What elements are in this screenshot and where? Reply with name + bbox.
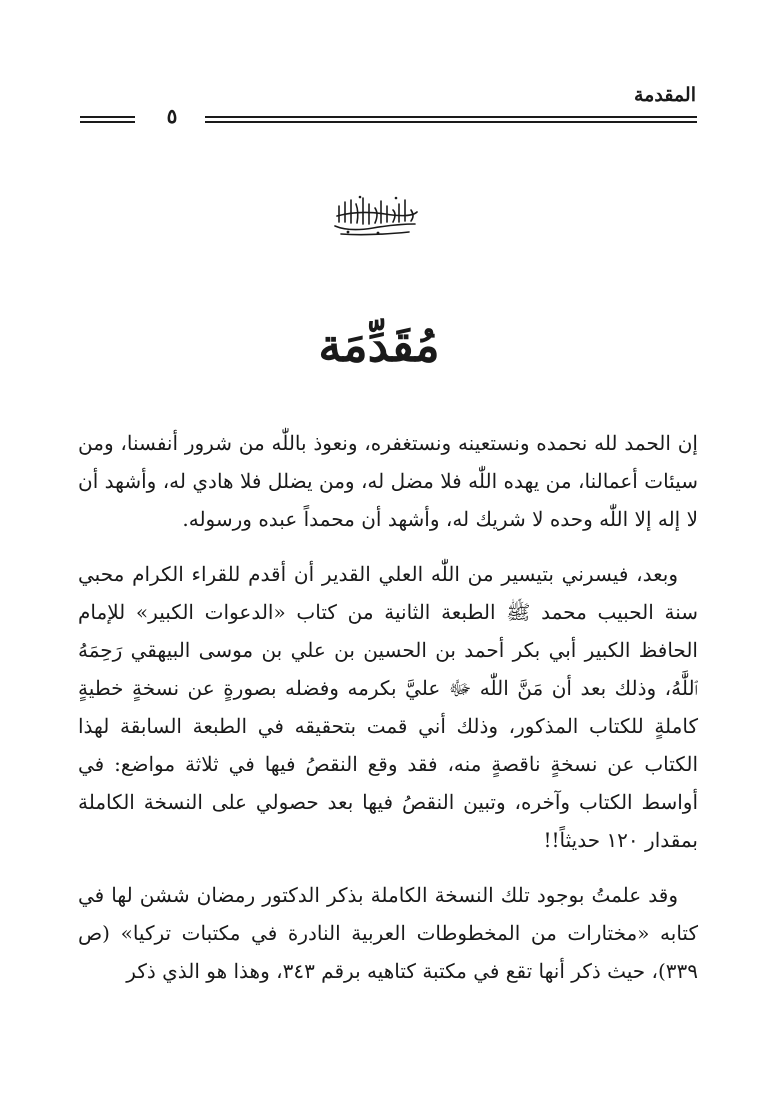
running-title: المقدمة xyxy=(633,84,696,106)
body-text xyxy=(78,424,698,990)
chapter-title: مُقَدِّمَة xyxy=(318,318,440,372)
paragraph: وبعد، فيسرني بتيسير من اللّٰه العلي القدير أن أقدم للقراء الكرام محبي سنة الحبيب محمد ﷺ الطبعة الثانية من كتاب «الدعوات الكبير» للإمام الحافظ الكبير أبي بكر أحمد بن الحسين بن علي بن موسى البيهقي رَحِمَهُ ٱللَّٰهُ، وذلك بعد أن مَنَّ اللّٰه ﷻ عليَّ بكرمه وفضله بصورةٍ عن نسخةٍ خطيةٍ كاملةٍ للكتاب المذكور، وذلك أني قمت بتحقيقه في الطبعة السابقة لهذا الكتاب عن نسخةٍ ناقصةٍ منه، فقد وقع النقصُ فيها في ثلاثة مواضع: في أواسط الكتاب وآخره، وتبين النقصُ فيها بعد حصولي على النسخة الكاملة بمقدار ١٢٠ حديثاً!! xyxy=(78,562,698,852)
header-rule xyxy=(205,116,697,123)
header-rule-short xyxy=(80,116,135,123)
basmala-calligraphy-icon xyxy=(329,192,421,236)
paragraph: وقد علمتُ بوجود تلك النسخة الكاملة بذكر الدكتور رمضان ششن لها في كتابه «مختارات من المخطوطات العربية النادرة في مكتبات تركيا» (ص ٣٣٩)، حيث ذكر أنها تقع في مكتبة كتاهيه برقم ٣٤٣، وهذا هو الذي ذكر xyxy=(78,883,698,983)
paragraph: إن الحمد لله نحمده ونستعينه ونستغفره، ونعوذ باللّٰه من شرور أنفسنا، ومن سيئات أعمالنا، من يهده اللّٰه فلا مضل له، ومن يضلل فلا هادي له، وأشهد أن لا إله إلا اللّٰه وحده لا شريك له، وأشهد أن محمداً عبده ورسوله. xyxy=(78,431,698,531)
page-number: ٥ xyxy=(166,104,178,128)
